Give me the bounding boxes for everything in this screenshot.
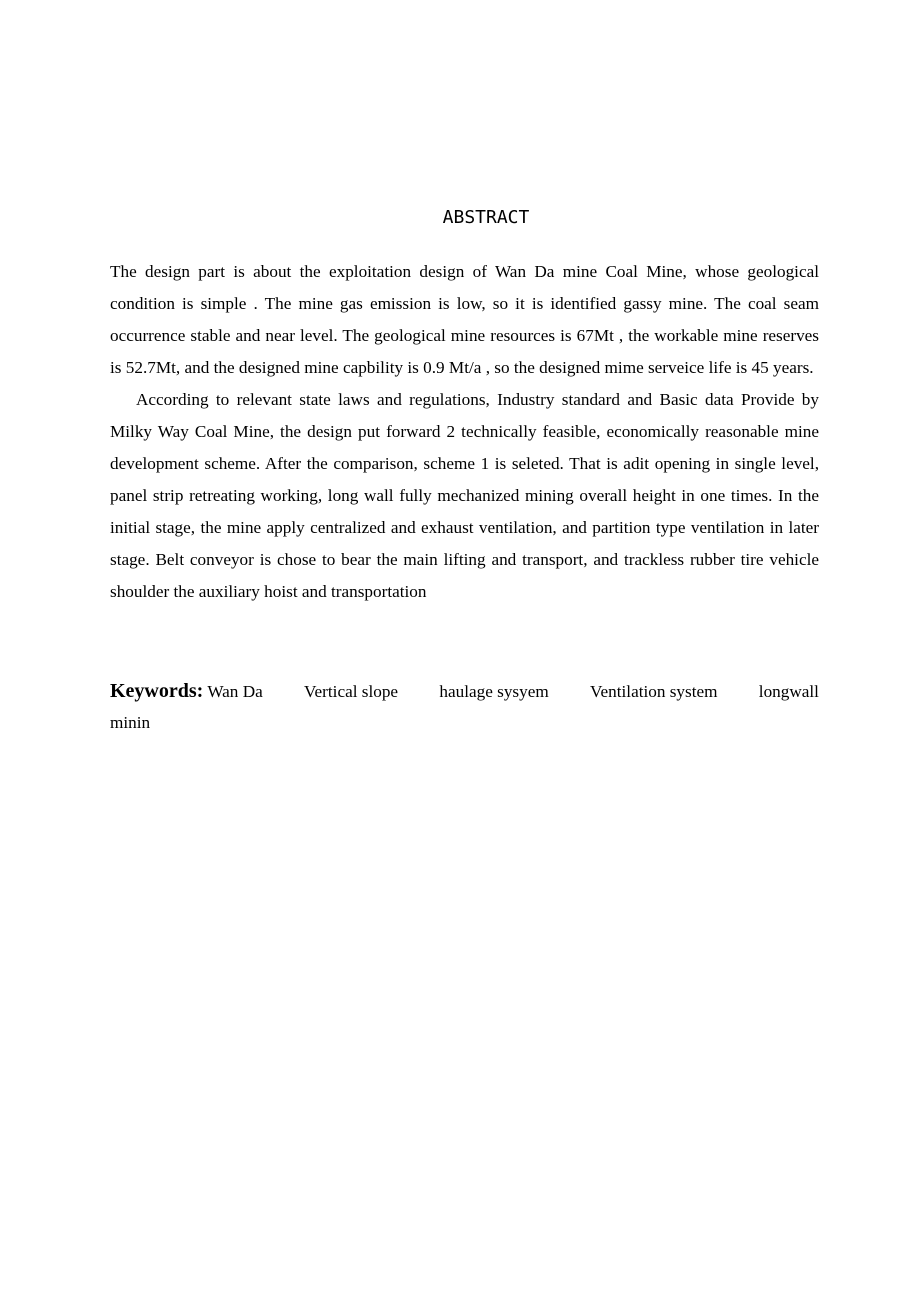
- keywords-row: [110, 674, 819, 706]
- keywords-first: [110, 674, 263, 709]
- keywords-continuation: minin: [110, 713, 151, 732]
- keyword-item: longwall: [758, 682, 819, 701]
- abstract-title: ABSTRACT: [442, 207, 530, 228]
- abstract-paragraph-2: According to relevant state laws and regulations, Industry standard and Basic data Provide by Milky Way Coal Mine, the design put forward 2 technically feasible, economically reasonable mine development scheme. After the comparison, scheme 1 is seleted. That is adit opening in single level, panel strip retreating working, long wall fully mechanized mining overall height in one times. In the initial stage, the mine apply centralized and exhaust ventilation, and partition type ventilation in later stage. Belt conveyor is chose to bear the main lifting and transport, and trackless rubber tire vehicle shoulder the auxiliary hoist and transportation: [110, 390, 819, 601]
- keyword-item: Ventilation system: [590, 682, 718, 701]
- keywords-label: Keywords:: [110, 680, 204, 702]
- abstract-paragraph-1: The design part is about the exploitation design of Wan Da mine Coal Mine, whose geological condition is simple . The mine gas emission is low, so it is identified gassy mine. The coal seam occurrence stable and near level. The geological mine resources is 67Mt , the workable mine reserves is 52.7Mt, and the designed mine capbility is 0.9 Mt/a , so the designed mime serveice life is 45 years.: [110, 262, 819, 377]
- keyword-item: Wan Da: [207, 682, 263, 701]
- abstract-body: [110, 256, 819, 608]
- keyword-item: haulage sysyem: [439, 682, 549, 701]
- keyword-item: Vertical slope: [304, 682, 399, 701]
- keywords-section: [110, 674, 819, 740]
